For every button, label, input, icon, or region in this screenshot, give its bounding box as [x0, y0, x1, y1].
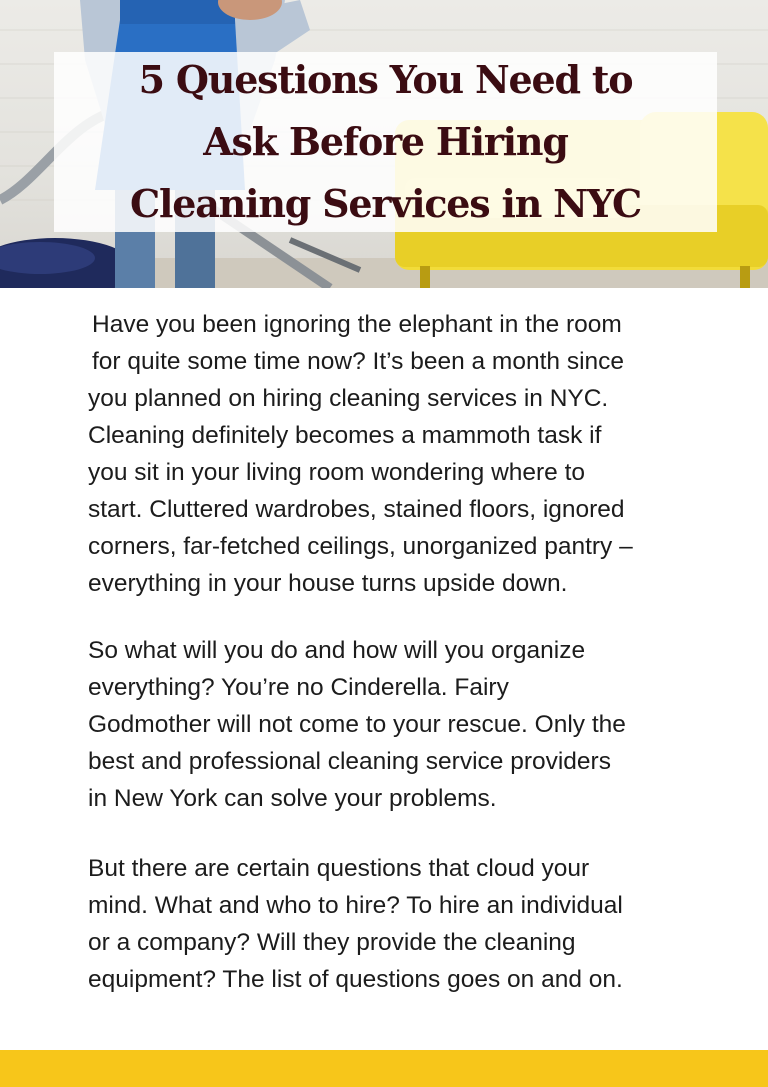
paragraph-line: But there are certain questions that cloud your	[88, 855, 590, 882]
paragraph-line: you planned on hiring cleaning services in NYC.	[88, 385, 609, 412]
footer-bar	[0, 1050, 768, 1087]
paragraph-3	[88, 850, 708, 998]
paragraph-line: everything in your house turns upside down.	[88, 570, 568, 597]
page-title-line-3: Cleaning Services in NYC	[130, 181, 641, 226]
paragraph-line: for quite some time now? It’s been a month since	[92, 348, 625, 375]
paragraph-line: or a company? Will they provide the cleaning	[88, 929, 576, 956]
paragraph-line: start. Cluttered wardrobes, stained floors, ignored	[88, 496, 625, 523]
hero-image	[0, 0, 768, 288]
paragraph-line: you sit in your living room wondering where to	[88, 459, 586, 486]
title-box	[54, 52, 717, 232]
paragraph-line: best and professional cleaning service providers	[88, 748, 611, 775]
paragraph-line: Have you been ignoring the elephant in the room	[92, 311, 622, 338]
paragraph-2	[88, 632, 708, 817]
paragraph-line: in New York can solve your problems.	[88, 785, 497, 812]
paragraph-line: So what will you do and how will you organize	[88, 637, 586, 664]
page-title-line-2: Ask Before Hiring	[203, 119, 568, 164]
paragraph-line: everything? You’re no Cinderella. Fairy	[88, 674, 509, 701]
paragraph-line: Cleaning definitely becomes a mammoth task if	[88, 422, 602, 449]
paragraph-line: equipment? The list of questions goes on and on.	[88, 966, 623, 993]
paragraph-line: corners, far-fetched ceilings, unorganized pantry –	[88, 533, 633, 560]
paragraph-1	[88, 306, 708, 602]
paragraph-line: Godmother will not come to your rescue. Only the	[88, 711, 626, 738]
page-title-line-1: 5 Questions You Need to	[138, 57, 633, 102]
paragraph-line: mind. What and who to hire? To hire an individual	[88, 892, 623, 919]
